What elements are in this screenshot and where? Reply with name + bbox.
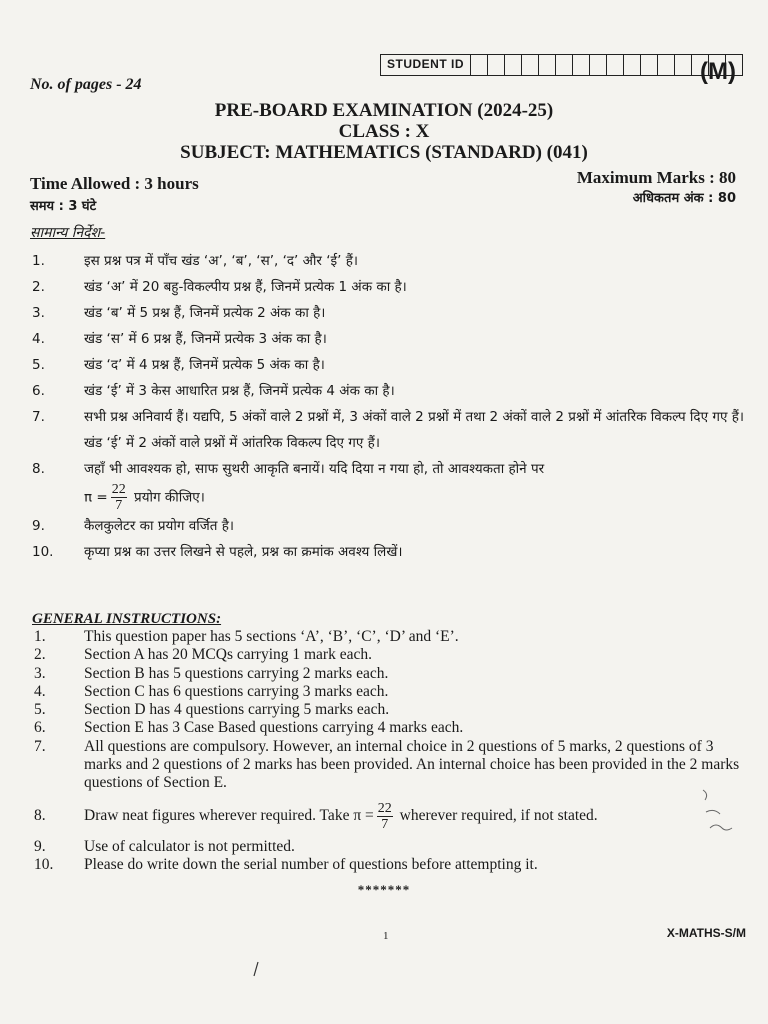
list-item: 2. Section A has 20 MCQs carrying 1 mark each. [34, 646, 372, 664]
list-item: 1. This question paper has 5 sections ‘A’, ‘B’, ‘C’, ‘D’ and ‘E’. [34, 628, 459, 645]
list-item: 4. Section C has 6 questions carrying 3 marks each. [34, 682, 389, 700]
list-item: 7. All questions are compulsory. However, an internal choice in 2 questions of 5 marks, 2 questions of 3 marks and 2 questions of 2 marks has been provided. An internal choice has been provided in the 2 marks questions of Section E. [34, 737, 740, 792]
student-id-label: STUDENT ID [381, 55, 471, 75]
list-item: 9. कैलकुलेटर का प्रयोग वर्जित है। [32, 518, 235, 534]
list-item: 3. खंड ‘ब’ में 5 प्रश्न हैं, जिनमें प्रत्येक 2 अंक का है। [32, 305, 326, 321]
list-item: 10. कृप्या प्रश्न का उत्तर लिखने से पहले, प्रश्न का क्रमांक अवश्य लिखें। [32, 544, 403, 560]
list-item: 10. Please do write down the serial number of questions before attempting it. [34, 855, 538, 873]
list-item: 2. खंड ‘अ’ में 20 बहु-विकल्पीय प्रश्न हैं, जिनमें प्रत्येक 1 अंक का है। [32, 279, 407, 295]
general-instructions-heading: GENERAL INSTRUCTIONS: [32, 611, 222, 627]
pi-symbol: π = [353, 806, 374, 824]
list-item: 8. जहाँ भी आवश्यक हो, साफ सुथरी आकृति बनायें। यदि दिया न गया हो, तो आवश्यकता होने पर π = $\frac{22}{7}$ प्रयोग कीजिए। [32, 461, 545, 513]
set-code: (M) [700, 58, 736, 85]
pi-fraction: $\frac{22}{7}$ [377, 800, 392, 832]
page-number: 1 [383, 930, 389, 942]
list-item: 6. खंड ‘ई’ में 3 केस आधारित प्रश्न हैं, जिनमें प्रत्येक 4 अंक का है। [32, 383, 395, 399]
time-allowed: Time Allowed : 3 hours [30, 174, 199, 193]
maximum-marks: Maximum Marks : 80 [576, 168, 736, 187]
subject-title: SUBJECT: MATHEMATICS (STANDARD) (041) [180, 142, 588, 163]
list-item: 5. Section D has 4 questions carrying 5 marks each. [34, 701, 390, 719]
exam-title: PRE-BOARD EXAMINATION (2024-25) [214, 100, 554, 121]
paper-code: X-MATHS-S/M [666, 926, 746, 940]
list-item: 7. सभी प्रश्न अनिवार्य हैं। यद्यपि, 5 अंकों वाले 2 प्रश्नों में, 3 अंकों वाले 2 प्रश्नों में तथा 2 अंकों वाले 2 प्रश्नों में आंतरिक विकल्प दिए गए हैं। खंड ‘ई’ में 2 अंकों वाले प्रश्नों में आंतरिक विकल्प दिए गए हैं। [32, 409, 744, 451]
end-stars: ******* [357, 882, 411, 897]
list-item: 8. Draw neat figures wherever required. Take π = $\frac{22}{7}$ wherever required, if not stated. [34, 800, 598, 832]
list-item: 1. इस प्रश्न पत्र में पाँच खंड ‘अ’, ‘ब’, ‘स’, ‘द’ और ‘ई’ हैं। [32, 253, 359, 269]
list-item: 6. Section E has 3 Case Based questions carrying 4 marks each. [34, 719, 464, 737]
pi-symbol: π = [84, 489, 108, 506]
maximum-marks-hindi: अधिकतम अंक : 80 [632, 191, 736, 206]
class-title: CLASS : X [338, 121, 430, 142]
hindi-instructions-heading: सामान्य निर्देश- [30, 225, 106, 241]
list-item: 9. Use of calculator is not permitted. [34, 837, 295, 855]
list-item: 5. खंड ‘द’ में 4 प्रश्न हैं, जिनमें प्रत्येक 5 अंक का है। [32, 357, 325, 373]
page-count: No. of pages - 24 [30, 76, 142, 93]
time-allowed-hindi: समय : 3 घंटे [30, 199, 97, 214]
pi-fraction: $\frac{22}{7}$ [111, 482, 126, 513]
list-item: 3. Section B has 5 questions carrying 2 marks each. [34, 664, 389, 682]
list-item: 4. खंड ‘स’ में 6 प्रश्न हैं, जिनमें प्रत्येक 3 अंक का है। [32, 331, 327, 347]
